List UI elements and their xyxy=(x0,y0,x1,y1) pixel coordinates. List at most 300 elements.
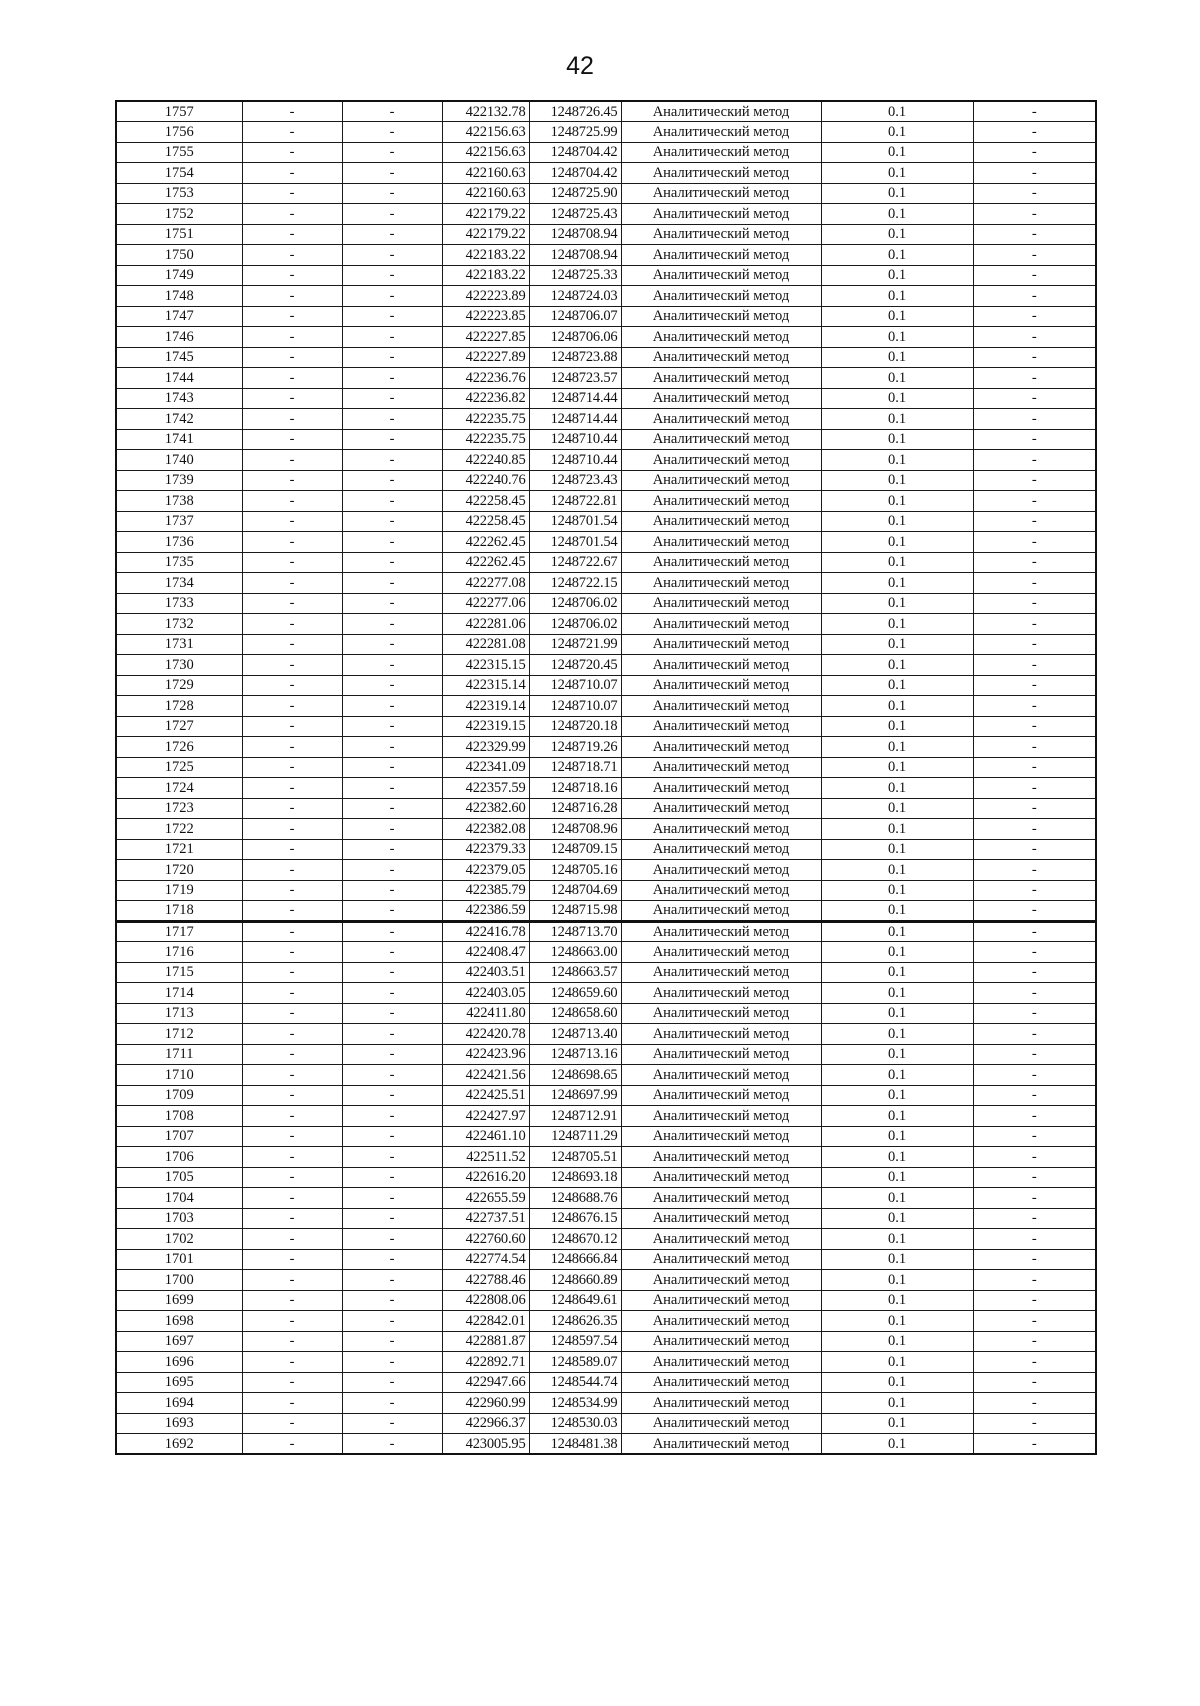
empty-cell: - xyxy=(342,696,442,717)
method-cell: Аналитический метод xyxy=(621,1003,821,1024)
accuracy-cell: 0.1 xyxy=(821,511,973,532)
table-row xyxy=(116,983,1096,1004)
table-row xyxy=(116,1126,1096,1147)
empty-cell: - xyxy=(973,573,1096,594)
empty-cell: - xyxy=(242,1208,342,1229)
point-number-cell: 1707 xyxy=(116,1126,242,1147)
table-row xyxy=(116,142,1096,163)
empty-cell: - xyxy=(242,737,342,758)
empty-cell: - xyxy=(973,962,1096,983)
point-number-cell: 1697 xyxy=(116,1331,242,1352)
empty-cell: - xyxy=(973,532,1096,553)
method-cell: Аналитический метод xyxy=(621,1085,821,1106)
accuracy-cell: 0.1 xyxy=(821,245,973,266)
x-coordinate-cell: 422427.97 xyxy=(442,1106,529,1127)
method-cell: Аналитический метод xyxy=(621,1434,821,1455)
accuracy-cell: 0.1 xyxy=(821,347,973,368)
method-cell: Аналитический метод xyxy=(621,347,821,368)
table-body xyxy=(116,101,1096,1454)
table-row xyxy=(116,921,1096,942)
empty-cell: - xyxy=(342,183,442,204)
empty-cell: - xyxy=(242,1413,342,1434)
table-row xyxy=(116,1024,1096,1045)
accuracy-cell: 0.1 xyxy=(821,778,973,799)
y-coordinate-cell: 1248688.76 xyxy=(529,1188,621,1209)
point-number-cell: 1745 xyxy=(116,347,242,368)
method-cell: Аналитический метод xyxy=(621,122,821,143)
empty-cell: - xyxy=(342,306,442,327)
method-cell: Аналитический метод xyxy=(621,204,821,225)
point-number-cell: 1719 xyxy=(116,880,242,901)
x-coordinate-cell: 422319.15 xyxy=(442,716,529,737)
empty-cell: - xyxy=(242,655,342,676)
x-coordinate-cell: 422386.59 xyxy=(442,901,529,922)
x-coordinate-cell: 422179.22 xyxy=(442,204,529,225)
page-number: 42 xyxy=(566,52,594,80)
empty-cell: - xyxy=(973,1024,1096,1045)
empty-cell: - xyxy=(973,798,1096,819)
point-number-cell: 1720 xyxy=(116,860,242,881)
x-coordinate-cell: 423005.95 xyxy=(442,1434,529,1455)
table-row xyxy=(116,183,1096,204)
empty-cell: - xyxy=(242,983,342,1004)
point-number-cell: 1757 xyxy=(116,101,242,122)
y-coordinate-cell: 1248720.18 xyxy=(529,716,621,737)
method-cell: Аналитический метод xyxy=(621,1044,821,1065)
empty-cell: - xyxy=(973,368,1096,389)
accuracy-cell: 0.1 xyxy=(821,142,973,163)
accuracy-cell: 0.1 xyxy=(821,655,973,676)
x-coordinate-cell: 422240.76 xyxy=(442,470,529,491)
accuracy-cell: 0.1 xyxy=(821,552,973,573)
table-row xyxy=(116,593,1096,614)
empty-cell: - xyxy=(973,839,1096,860)
empty-cell: - xyxy=(242,819,342,840)
point-number-cell: 1727 xyxy=(116,716,242,737)
point-number-cell: 1702 xyxy=(116,1229,242,1250)
table-row xyxy=(116,429,1096,450)
x-coordinate-cell: 422379.05 xyxy=(442,860,529,881)
method-cell: Аналитический метод xyxy=(621,552,821,573)
x-coordinate-cell: 422411.80 xyxy=(442,1003,529,1024)
method-cell: Аналитический метод xyxy=(621,388,821,409)
empty-cell: - xyxy=(342,429,442,450)
x-coordinate-cell: 422403.51 xyxy=(442,962,529,983)
empty-cell: - xyxy=(973,409,1096,430)
x-coordinate-cell: 422842.01 xyxy=(442,1311,529,1332)
empty-cell: - xyxy=(242,1311,342,1332)
x-coordinate-cell: 422421.56 xyxy=(442,1065,529,1086)
y-coordinate-cell: 1248659.60 xyxy=(529,983,621,1004)
empty-cell: - xyxy=(973,778,1096,799)
method-cell: Аналитический метод xyxy=(621,1065,821,1086)
method-cell: Аналитический метод xyxy=(621,163,821,184)
x-coordinate-cell: 422461.10 xyxy=(442,1126,529,1147)
y-coordinate-cell: 1248658.60 xyxy=(529,1003,621,1024)
empty-cell: - xyxy=(342,1229,442,1250)
table-row xyxy=(116,511,1096,532)
accuracy-cell: 0.1 xyxy=(821,798,973,819)
x-coordinate-cell: 422892.71 xyxy=(442,1352,529,1373)
empty-cell: - xyxy=(342,491,442,512)
accuracy-cell: 0.1 xyxy=(821,696,973,717)
table-row xyxy=(116,1044,1096,1065)
y-coordinate-cell: 1248706.07 xyxy=(529,306,621,327)
method-cell: Аналитический метод xyxy=(621,798,821,819)
empty-cell: - xyxy=(242,1167,342,1188)
accuracy-cell: 0.1 xyxy=(821,306,973,327)
y-coordinate-cell: 1248649.61 xyxy=(529,1290,621,1311)
point-number-cell: 1739 xyxy=(116,470,242,491)
method-cell: Аналитический метод xyxy=(621,1024,821,1045)
empty-cell: - xyxy=(973,1229,1096,1250)
empty-cell: - xyxy=(242,1065,342,1086)
table-row xyxy=(116,1352,1096,1373)
empty-cell: - xyxy=(242,429,342,450)
empty-cell: - xyxy=(342,450,442,471)
point-number-cell: 1717 xyxy=(116,921,242,942)
empty-cell: - xyxy=(342,245,442,266)
table-row xyxy=(116,532,1096,553)
y-coordinate-cell: 1248709.15 xyxy=(529,839,621,860)
empty-cell: - xyxy=(973,1003,1096,1024)
method-cell: Аналитический метод xyxy=(621,1372,821,1393)
empty-cell: - xyxy=(242,1372,342,1393)
empty-cell: - xyxy=(973,696,1096,717)
empty-cell: - xyxy=(973,1393,1096,1414)
y-coordinate-cell: 1248710.44 xyxy=(529,450,621,471)
accuracy-cell: 0.1 xyxy=(821,1044,973,1065)
y-coordinate-cell: 1248701.54 xyxy=(529,511,621,532)
table-row xyxy=(116,204,1096,225)
empty-cell: - xyxy=(242,1270,342,1291)
method-cell: Аналитический метод xyxy=(621,101,821,122)
y-coordinate-cell: 1248693.18 xyxy=(529,1167,621,1188)
point-number-cell: 1749 xyxy=(116,265,242,286)
method-cell: Аналитический метод xyxy=(621,675,821,696)
x-coordinate-cell: 422223.85 xyxy=(442,306,529,327)
empty-cell: - xyxy=(342,388,442,409)
x-coordinate-cell: 422341.09 xyxy=(442,757,529,778)
empty-cell: - xyxy=(973,901,1096,922)
empty-cell: - xyxy=(242,921,342,942)
accuracy-cell: 0.1 xyxy=(821,204,973,225)
empty-cell: - xyxy=(973,1311,1096,1332)
method-cell: Аналитический метод xyxy=(621,962,821,983)
accuracy-cell: 0.1 xyxy=(821,942,973,963)
empty-cell: - xyxy=(973,1167,1096,1188)
empty-cell: - xyxy=(342,819,442,840)
accuracy-cell: 0.1 xyxy=(821,1188,973,1209)
x-coordinate-cell: 422423.96 xyxy=(442,1044,529,1065)
accuracy-cell: 0.1 xyxy=(821,1434,973,1455)
table-row xyxy=(116,163,1096,184)
table-row xyxy=(116,839,1096,860)
method-cell: Аналитический метод xyxy=(621,1270,821,1291)
y-coordinate-cell: 1248726.45 xyxy=(529,101,621,122)
y-coordinate-cell: 1248720.45 xyxy=(529,655,621,676)
empty-cell: - xyxy=(242,675,342,696)
table-row xyxy=(116,655,1096,676)
table-row xyxy=(116,634,1096,655)
empty-cell: - xyxy=(342,1352,442,1373)
empty-cell: - xyxy=(242,122,342,143)
y-coordinate-cell: 1248722.81 xyxy=(529,491,621,512)
empty-cell: - xyxy=(973,1106,1096,1127)
method-cell: Аналитический метод xyxy=(621,839,821,860)
x-coordinate-cell: 422774.54 xyxy=(442,1249,529,1270)
x-coordinate-cell: 422262.45 xyxy=(442,532,529,553)
method-cell: Аналитический метод xyxy=(621,491,821,512)
x-coordinate-cell: 422156.63 xyxy=(442,142,529,163)
point-number-cell: 1754 xyxy=(116,163,242,184)
empty-cell: - xyxy=(242,1249,342,1270)
table-row xyxy=(116,388,1096,409)
y-coordinate-cell: 1248725.43 xyxy=(529,204,621,225)
empty-cell: - xyxy=(242,1085,342,1106)
table-row xyxy=(116,1147,1096,1168)
y-coordinate-cell: 1248725.99 xyxy=(529,122,621,143)
point-number-cell: 1738 xyxy=(116,491,242,512)
empty-cell: - xyxy=(973,470,1096,491)
empty-cell: - xyxy=(242,347,342,368)
table-row xyxy=(116,1249,1096,1270)
empty-cell: - xyxy=(242,1024,342,1045)
empty-cell: - xyxy=(342,368,442,389)
empty-cell: - xyxy=(973,286,1096,307)
empty-cell: - xyxy=(242,573,342,594)
accuracy-cell: 0.1 xyxy=(821,1393,973,1414)
coordinates-table xyxy=(115,100,1097,1455)
method-cell: Аналитический метод xyxy=(621,368,821,389)
method-cell: Аналитический метод xyxy=(621,265,821,286)
table-row xyxy=(116,757,1096,778)
x-coordinate-cell: 422382.60 xyxy=(442,798,529,819)
x-coordinate-cell: 422277.08 xyxy=(442,573,529,594)
x-coordinate-cell: 422277.06 xyxy=(442,593,529,614)
accuracy-cell: 0.1 xyxy=(821,224,973,245)
accuracy-cell: 0.1 xyxy=(821,1270,973,1291)
accuracy-cell: 0.1 xyxy=(821,532,973,553)
x-coordinate-cell: 422966.37 xyxy=(442,1413,529,1434)
point-number-cell: 1714 xyxy=(116,983,242,1004)
table-row xyxy=(116,901,1096,922)
x-coordinate-cell: 422132.78 xyxy=(442,101,529,122)
y-coordinate-cell: 1248718.71 xyxy=(529,757,621,778)
accuracy-cell: 0.1 xyxy=(821,962,973,983)
accuracy-cell: 0.1 xyxy=(821,1126,973,1147)
empty-cell: - xyxy=(342,1311,442,1332)
empty-cell: - xyxy=(242,1290,342,1311)
accuracy-cell: 0.1 xyxy=(821,368,973,389)
y-coordinate-cell: 1248724.03 xyxy=(529,286,621,307)
y-coordinate-cell: 1248710.44 xyxy=(529,429,621,450)
point-number-cell: 1728 xyxy=(116,696,242,717)
empty-cell: - xyxy=(342,675,442,696)
method-cell: Аналитический метод xyxy=(621,1208,821,1229)
point-number-cell: 1696 xyxy=(116,1352,242,1373)
table-row xyxy=(116,470,1096,491)
table-row xyxy=(116,101,1096,122)
empty-cell: - xyxy=(973,245,1096,266)
empty-cell: - xyxy=(973,1126,1096,1147)
table-row xyxy=(116,1372,1096,1393)
empty-cell: - xyxy=(242,757,342,778)
x-coordinate-cell: 422227.89 xyxy=(442,347,529,368)
point-number-cell: 1725 xyxy=(116,757,242,778)
accuracy-cell: 0.1 xyxy=(821,634,973,655)
empty-cell: - xyxy=(242,860,342,881)
y-coordinate-cell: 1248660.89 xyxy=(529,1270,621,1291)
method-cell: Аналитический метод xyxy=(621,1188,821,1209)
accuracy-cell: 0.1 xyxy=(821,819,973,840)
y-coordinate-cell: 1248723.43 xyxy=(529,470,621,491)
empty-cell: - xyxy=(242,368,342,389)
method-cell: Аналитический метод xyxy=(621,860,821,881)
empty-cell: - xyxy=(242,942,342,963)
x-coordinate-cell: 422960.99 xyxy=(442,1393,529,1414)
empty-cell: - xyxy=(342,1188,442,1209)
empty-cell: - xyxy=(973,1208,1096,1229)
point-number-cell: 1712 xyxy=(116,1024,242,1045)
accuracy-cell: 0.1 xyxy=(821,1208,973,1229)
accuracy-cell: 0.1 xyxy=(821,122,973,143)
method-cell: Аналитический метод xyxy=(621,614,821,635)
empty-cell: - xyxy=(973,1331,1096,1352)
y-coordinate-cell: 1248712.91 xyxy=(529,1106,621,1127)
empty-cell: - xyxy=(242,245,342,266)
y-coordinate-cell: 1248697.99 xyxy=(529,1085,621,1106)
empty-cell: - xyxy=(973,163,1096,184)
table-row xyxy=(116,1208,1096,1229)
x-coordinate-cell: 422281.06 xyxy=(442,614,529,635)
empty-cell: - xyxy=(342,1003,442,1024)
accuracy-cell: 0.1 xyxy=(821,183,973,204)
method-cell: Аналитический метод xyxy=(621,655,821,676)
empty-cell: - xyxy=(342,409,442,430)
y-coordinate-cell: 1248723.88 xyxy=(529,347,621,368)
point-number-cell: 1704 xyxy=(116,1188,242,1209)
empty-cell: - xyxy=(973,634,1096,655)
accuracy-cell: 0.1 xyxy=(821,470,973,491)
empty-cell: - xyxy=(342,634,442,655)
point-number-cell: 1703 xyxy=(116,1208,242,1229)
empty-cell: - xyxy=(242,450,342,471)
x-coordinate-cell: 422183.22 xyxy=(442,265,529,286)
accuracy-cell: 0.1 xyxy=(821,388,973,409)
empty-cell: - xyxy=(973,675,1096,696)
table-row xyxy=(116,224,1096,245)
table-row xyxy=(116,1003,1096,1024)
x-coordinate-cell: 422788.46 xyxy=(442,1270,529,1291)
x-coordinate-cell: 422379.33 xyxy=(442,839,529,860)
point-number-cell: 1743 xyxy=(116,388,242,409)
empty-cell: - xyxy=(342,1270,442,1291)
x-coordinate-cell: 422881.87 xyxy=(442,1331,529,1352)
y-coordinate-cell: 1248663.00 xyxy=(529,942,621,963)
point-number-cell: 1735 xyxy=(116,552,242,573)
x-coordinate-cell: 422416.78 xyxy=(442,921,529,942)
empty-cell: - xyxy=(342,552,442,573)
empty-cell: - xyxy=(973,1290,1096,1311)
empty-cell: - xyxy=(342,204,442,225)
empty-cell: - xyxy=(342,860,442,881)
empty-cell: - xyxy=(973,716,1096,737)
table-row xyxy=(116,409,1096,430)
y-coordinate-cell: 1248714.44 xyxy=(529,388,621,409)
y-coordinate-cell: 1248670.12 xyxy=(529,1229,621,1250)
y-coordinate-cell: 1248718.16 xyxy=(529,778,621,799)
empty-cell: - xyxy=(242,183,342,204)
empty-cell: - xyxy=(973,1270,1096,1291)
empty-cell: - xyxy=(973,429,1096,450)
point-number-cell: 1694 xyxy=(116,1393,242,1414)
point-number-cell: 1751 xyxy=(116,224,242,245)
point-number-cell: 1723 xyxy=(116,798,242,819)
point-number-cell: 1746 xyxy=(116,327,242,348)
empty-cell: - xyxy=(342,1393,442,1414)
empty-cell: - xyxy=(242,798,342,819)
empty-cell: - xyxy=(242,962,342,983)
empty-cell: - xyxy=(342,163,442,184)
table-row xyxy=(116,1331,1096,1352)
accuracy-cell: 0.1 xyxy=(821,901,973,922)
empty-cell: - xyxy=(242,1044,342,1065)
method-cell: Аналитический метод xyxy=(621,757,821,778)
point-number-cell: 1724 xyxy=(116,778,242,799)
point-number-cell: 1715 xyxy=(116,962,242,983)
empty-cell: - xyxy=(342,737,442,758)
empty-cell: - xyxy=(242,1434,342,1455)
empty-cell: - xyxy=(973,204,1096,225)
point-number-cell: 1747 xyxy=(116,306,242,327)
point-number-cell: 1708 xyxy=(116,1106,242,1127)
empty-cell: - xyxy=(342,901,442,922)
x-coordinate-cell: 422281.08 xyxy=(442,634,529,655)
empty-cell: - xyxy=(973,819,1096,840)
empty-cell: - xyxy=(242,409,342,430)
y-coordinate-cell: 1248713.70 xyxy=(529,921,621,942)
point-number-cell: 1726 xyxy=(116,737,242,758)
y-coordinate-cell: 1248698.65 xyxy=(529,1065,621,1086)
empty-cell: - xyxy=(973,1372,1096,1393)
y-coordinate-cell: 1248710.07 xyxy=(529,675,621,696)
empty-cell: - xyxy=(242,1229,342,1250)
empty-cell: - xyxy=(973,1188,1096,1209)
x-coordinate-cell: 422236.76 xyxy=(442,368,529,389)
empty-cell: - xyxy=(242,839,342,860)
point-number-cell: 1752 xyxy=(116,204,242,225)
empty-cell: - xyxy=(973,757,1096,778)
empty-cell: - xyxy=(342,757,442,778)
y-coordinate-cell: 1248711.29 xyxy=(529,1126,621,1147)
empty-cell: - xyxy=(342,1167,442,1188)
method-cell: Аналитический метод xyxy=(621,716,821,737)
empty-cell: - xyxy=(973,347,1096,368)
table-row xyxy=(116,880,1096,901)
empty-cell: - xyxy=(342,1065,442,1086)
empty-cell: - xyxy=(973,101,1096,122)
method-cell: Аналитический метод xyxy=(621,511,821,532)
point-number-cell: 1740 xyxy=(116,450,242,471)
empty-cell: - xyxy=(342,839,442,860)
y-coordinate-cell: 1248705.16 xyxy=(529,860,621,881)
accuracy-cell: 0.1 xyxy=(821,265,973,286)
x-coordinate-cell: 422420.78 xyxy=(442,1024,529,1045)
empty-cell: - xyxy=(973,737,1096,758)
empty-cell: - xyxy=(342,122,442,143)
point-number-cell: 1710 xyxy=(116,1065,242,1086)
